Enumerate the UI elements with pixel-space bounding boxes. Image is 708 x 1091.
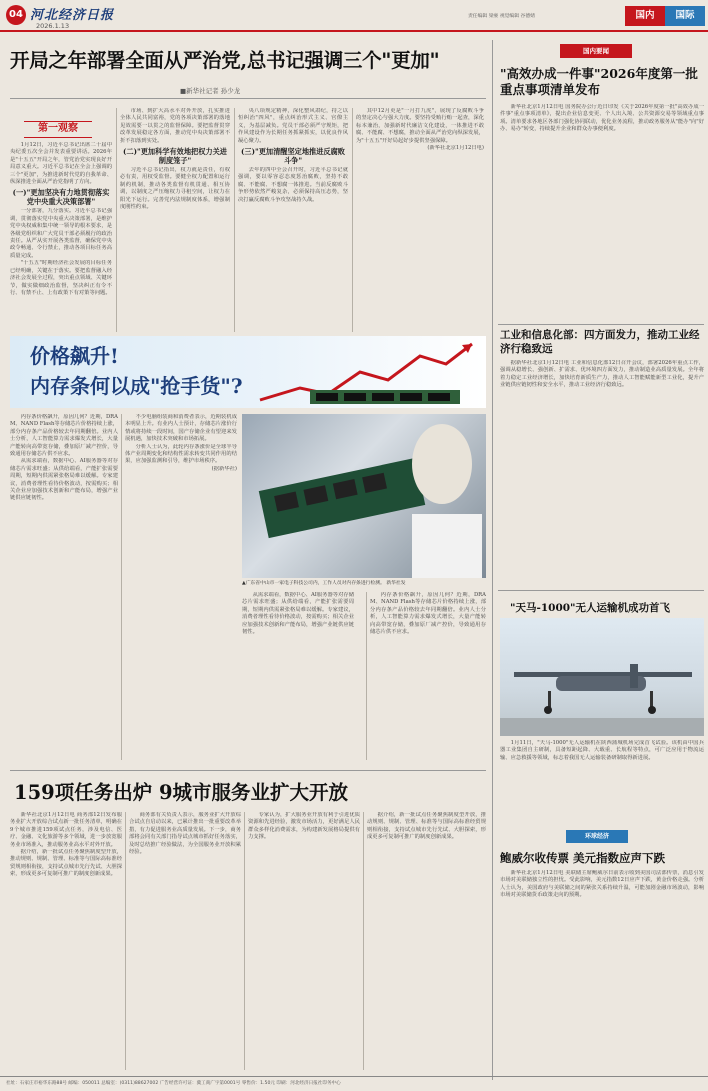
main-col-3 [238, 108, 348, 328]
right-divider [498, 324, 704, 325]
headline-main: 开局之年部署全面从严治党,总书记强调三个"更加" [10, 49, 440, 72]
column-rule [125, 812, 126, 1070]
news4-title: 鲍威尔收传票 美元指数应声下跌 [500, 851, 666, 865]
section-tab-international: 国际 [665, 6, 705, 26]
main-paragraph-4: 市场、到扩大高水平对外开放，扎实推进全体人民共同富裕，党的各项决策部署的落地见效需要一以贯之的监督保障。要把监督贯穿改革发展稳定各方面，推动党中央决策部署不折不扣落到实处。 [120, 108, 230, 144]
feature-paragraph-6: 内存条价格飙升，原因几何？近期，DRAM、NAND Flash等存储芯片价格持续上涨，部分内存条产品价格较去年同期翻倍。业内人士分析，人工智能算力需求爆发式增长，大量产能转向高带宽存储，叠加原厂减产控价，导致通用存储芯片供不应求。 [370, 592, 486, 636]
article-end: (新华社北京1月12日电) [427, 145, 484, 152]
tag-first-observation: 第一观察 [24, 121, 92, 138]
column-rule [116, 108, 117, 332]
bottom-paragraph-2: 据介绍，新一批试点任务聚焦制度型开放，推动规则、规制、管理、标准等与国际高标准经贸规则相衔接，支持试点城市先行先试、大胆探索，形成更多可复制可推广的制度创新成果。 [10, 849, 122, 878]
column-rule [366, 592, 367, 760]
feature-banner [10, 336, 486, 408]
tag-global-economy: 环球经济 [566, 830, 628, 843]
feature-paragraph-1: 内存条价格飙升，原因几何？近期，DRAM、NAND Flash等存储芯片价格持续上涨，部分内存条产品价格较去年同期翻倍。业内人士分析，人工智能算力需求爆发式增长，大量产能转向高带宽存储，叠加原厂减产控价，导致通用存储芯片供不应求。 [10, 414, 118, 458]
bottom-paragraph-3: 商务部有关负责人表示，服务业扩大开放综合试点自启动以来，已累计推出一批重要改革举措，有力促进服务业高质量发展。下一步，商务部将会同有关部门指导试点城市抓好任务落实，及时总结推广经验做法，为全国服务业开放积累经验。 [129, 812, 241, 856]
subheading-2: (二)"更加科学有效地把权力关进制度笼子" [123, 147, 227, 166]
main-paragraph-2: 一分部署，九分落实。习近平总书记强调，贯彻落实党中央重大决策部署，是维护党中央权威和集中统一领导的根本要求，是各级党组织和广大党员干部必须履行的政治责任。从严从实开展各类监督，确保党中央政令畅通、令行禁止，推动各项目标任务高质量完成。 [10, 208, 112, 259]
bottom-divider [10, 770, 486, 771]
feature-col-2 [125, 414, 237, 764]
feature-title-2: 内存条何以成"抢手货"? [30, 374, 243, 398]
section-tab-domestic: 国内 [625, 6, 665, 26]
feature-paragraph-4: 分析人士认为，此轮内存条涨价是全球半导体产业周期变化和结构性需求转变共同作用的结果，应加强监测和引导，维护市场秩序。 [125, 443, 237, 465]
byline: ■新华社记者 孙少龙 [180, 87, 241, 95]
column-rule [121, 414, 122, 760]
drone-aircraft-graphic [500, 618, 704, 736]
main-paragraph-8: 其中12月更是"一月打九虎"，展现了反腐败斗争的坚定决心与强大力度。要坚持受贿行贿一起查，深化标本兼治，加强新时代廉洁文化建设，一体推进不敢腐、不能腐、不想腐，推动全面从严治党向纵深发展，为"十五五"开好局起好步提供坚强保障。 [356, 108, 484, 144]
memory-board-photo [242, 414, 486, 578]
news1-title: "高效办成一件事"2026年度第一批重点事项清单发布 [500, 66, 698, 97]
bottom-paragraph-4: 专家认为，扩大服务业开放有利于引进优质资源和先进经验，激发市场活力，更好满足人民群众多样化消费需求，为构建新发展格局提供有力支撑。 [248, 812, 360, 841]
main-col-4 [356, 108, 484, 328]
news1-body: 新华社北京1月12日电 国务院办公厅近日印发《关于2026年度第一批"高效办成一件事"重点事项清单》，提出企业信息变更、个人出入境、公共资源交易等领域重点事项。清单要求各地区各部门强化协同联动，优化业务流程，推动政务服务从"能办"向"好办、易办"转变，持续提升企业和群众办事便利度。 [500, 104, 704, 133]
main-paragraph-5: 习近平总书记指出，权力就是责任，有权必有责，用权受监督。要健全权力配置和运行制约机制，推动各类监督有机贯通、相互协调，以制度之严压缩权力寻租空间，让权力在阳光下运行。完善党内法规制度体系，增强制度刚性约束。 [120, 167, 230, 211]
issue-date: 2026.1.13 [36, 22, 70, 30]
tag-domestic-news: 国内要闻 [560, 44, 632, 58]
bottom-col-2 [129, 812, 241, 1074]
news2-title: 工业和信息化部：四方面发力，推动工业经济行稳致远 [500, 329, 700, 355]
bottom-col-4 [367, 812, 486, 1074]
footer-address: 社址：石家庄市裕华东路88号 邮编：050011 总编室：(0311)88627002 广告经营许可证：冀工商广字第0001号 零售价：1.50元 印刷：河北经济日报社印务中心 [6, 1081, 341, 1086]
feature-paragraph-2: 从需求端看，数据中心、AI服务器等对存储芯片需求旺盛；从供给端看，产能扩张需要周期，短期内供需紧张格局难以缓解。专家建议，消费者理性看待价格波动，按需购买；相关企业应加强技术创新和产能布局，增强产业链供应链韧性。 [10, 458, 118, 502]
headline-bottom: 159项任务出炉 9城市服务业扩大开放 [14, 781, 349, 804]
feature-photo [242, 414, 486, 578]
feature-photo-caption: ▲广东省中山市一家电子科技公司内，工作人员对内存条进行检测。 新华社发 [242, 581, 406, 586]
feature-col-4 [370, 592, 486, 762]
news3-title: "天马-1000"无人运输机成功首飞 [510, 602, 671, 614]
column-rule [363, 812, 364, 1070]
footer-rule [0, 1076, 708, 1077]
news4-body: 新华社北京1月12日电 美联储主席鲍威尔日前表示收到美国司法部传票，消息引发市场对美联储独立性的担忧。受此影响，美元指数12日应声下跌，黄金价格走强。分析人士认为，美国政府与美联储之间的紧张关系持续升温，可能加剧金融市场波动，影响市场对美联储货币政策走向的预期。 [500, 870, 704, 899]
main-paragraph-6: 央八项规定精神，深化整风肃纪，持之以恒纠治"四风"，重点纠治形式主义、官僚主义，为基层减负。党员干部必须严守规矩，把作风建设作为长期任务抓紧抓实，以优良作风凝心聚力。 [238, 108, 348, 144]
main-paragraph-1: 1月12日，习近平总书记出席二十届中央纪委五次全会并发表重要讲话。2026年是"十五五"开局之年，管党治党实现良好开局意义重大。习近平总书记在全会上强调的三个"更加"，为推进新时代党的自我革命、纵深推进全面从严治党指明了方向。 [10, 142, 112, 186]
feature-col-3 [242, 592, 354, 762]
column-rule [244, 812, 245, 1070]
feature-end: (据新华社) [211, 465, 237, 472]
feature-col-1 [10, 414, 118, 764]
feature-paragraph-3: 不少电脑组装商和消费者表示，近期装机成本明显上升。有业内人士预计，存储芯片涨价行情或将持续一段时间，国产存储企业有望迎来发展机遇，加快技术突破和市场拓展。 [125, 414, 237, 443]
feature-paragraph-5: 从需求端看，数据中心、AI服务器等对存储芯片需求旺盛；从供给端看，产能扩张需要周期，短期内供需紧张格局难以缓解。专家建议，消费者理性看待价格波动，按需购买；相关企业应加强技术创新和产能布局，增强产业链供应链韧性。 [242, 592, 354, 636]
right-column-rule [492, 40, 493, 1080]
bottom-col-1 [10, 812, 122, 1074]
headline-rule [10, 98, 486, 99]
page-number: 04 [6, 5, 26, 25]
bottom-col-3 [248, 812, 360, 1074]
main-col-1 [10, 142, 112, 322]
edit-info: 责任编辑 梁豪 视觉编辑 谷德婧 [468, 14, 535, 19]
feature-title-1: 价格飙升! [30, 344, 119, 368]
column-rule [234, 108, 235, 332]
subheading-3: (三)"更加清醒坚定地推进反腐败斗争" [241, 147, 345, 166]
news2-body: 据新华社北京1月12日电 工业和信息化部12日召开会议，部署2026年重点工作，强调从稳增长、强创新、扩需求、优环境四方面发力，推动制造业高质量发展。全年将着力稳定工业经济增长，加快培育新质生产力，推动人工智能赋能新型工业化，提升产业链供应链韧性和安全水平，推动工业经济行稳致远。 [500, 360, 704, 389]
bottom-paragraph-5: 据介绍，新一批试点任务聚焦制度型开放，推动规则、规制、管理、标准等与国际高标准经贸规则相衔接，支持试点城市先行先试、大胆探索，形成更多可复制可推广的制度创新成果。 [367, 812, 486, 841]
header-rule [0, 30, 708, 32]
paper-name: 河北经济日报 [30, 8, 115, 23]
subheading-1: (一)"更加坚决有力地贯彻落实党中央重大决策部署" [12, 188, 110, 207]
right-divider [498, 590, 704, 591]
main-paragraph-3: "十五五"时期经济社会发展的目标任务已经明确，关键在于落实。要把监督融入经济社会发展全过程，突出重点领域、关键环节，做实做细政治监督，坚决纠正有令不行、有禁不止、上有政策下有对策等问题。 [10, 260, 112, 296]
bottom-paragraph-1: 新华社北京1月12日电 商务部12日发布服务业扩大开放综合试点新一批任务清单，明确在9个城市推进159项试点任务，涉及电信、医疗、金融、文化旅游等多个领域，进一步放宽服务业市场准入，推动服务业高水平对外开放。 [10, 812, 122, 848]
column-rule [352, 108, 353, 332]
drone-photo [500, 618, 704, 736]
main-col-2 [120, 108, 230, 328]
news3-caption: 1月11日，"天马-1000"无人运输机在陕西蒲城机场完成首飞试验。该机由中国兵器工业集团自主研制，具备短距起降、大载重、长航程等特点，可广泛应用于物流运输、应急救援等领域，标志着我国无人运输装备研制取得新进展。 [500, 740, 704, 761]
main-paragraph-7: 去年的四中全会召开时，习近平总书记就强调，要以零容忍态度惩治腐败，坚持不敢腐、不能腐、不想腐一体推进。当前反腐败斗争形势依然严峻复杂，必须保持高压态势，坚决打赢反腐败斗争攻坚战持久战。 [238, 167, 348, 203]
